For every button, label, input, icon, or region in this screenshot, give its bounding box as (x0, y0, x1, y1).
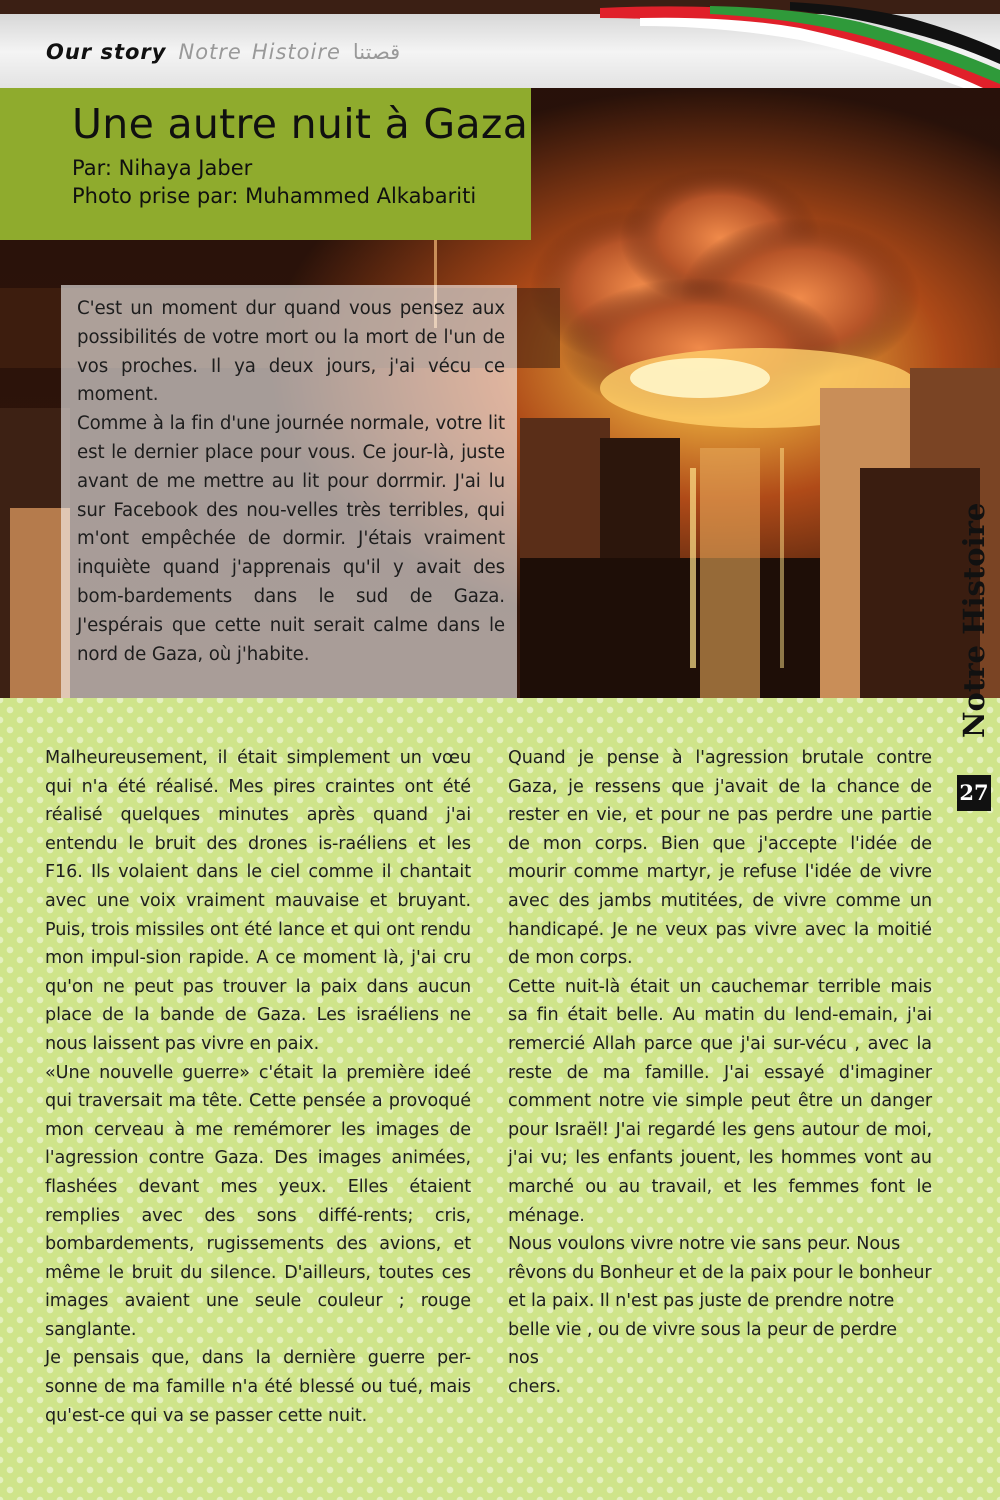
body-paragraph: Malheureusement, il était simplement un vœu qui n'a été réalisé. Mes pires craintes ont été réalisé quelques minutes après quand j'ai entendu le bruit des drones is-raéliens et les F16. Ils volaient dans le ciel comme il chantait avec une voix vraiment mauvaise et bruyant. Puis, trois missiles ont été lance et qui ont rendu mon impul-sion rapide. A ce moment là, j'ai cru qu'on ne peut pas trouver la paix dans aucun place de la bande de Gaza. Les israéliens ne nous laissent pas vivre en paix. (45, 748, 471, 1054)
side-tab-label: Notre Histoire (957, 502, 991, 738)
section-label-en: Our story (46, 40, 167, 64)
body-paragraph: Quand je pense à l'agression brutale contre Gaza, je ressens que j'avait de la chance de rester en vie, et pour ne pas perdre une partie de mon corps. Bien que j'accepte l'idée de mourir comme martyr, je refuse l'idée de vivre avec des jambs mutitées, de vivre comme un handicapé. Je ne veux pas vivre avec la moitié de mon corps. (508, 748, 932, 969)
article-title: Une autre nuit à Gaza (72, 100, 529, 148)
article-byline: Par: Nihaya Jaber (72, 156, 253, 180)
body-paragraph: «Une nouvelle guerre» c'était la première ideé qui traversait ma tête. Cette pensée a provoqué mon cerveau à me remémorer les images de l'agression contre Gaza. Des images animées, flashées devant mes yeux. Elles étaient remplies avec des sons diffé-rents; cris, bombardements, rugissements des avions, et même le bruit du silence. D'ailleurs, toutes ces images avaient une seule couleur ; rouge sanglante. (45, 1062, 471, 1340)
body-paragraph: chers. (508, 1377, 562, 1398)
intro-box (61, 285, 517, 698)
section-label (46, 40, 400, 64)
article-column-right (508, 744, 932, 1402)
intro-paragraph: C'est un moment dur quand vous pensez aux possibilités de votre mort ou la mort de l'un de vos proches. Il ya deux jours, j'ai vécu ce moment. (77, 298, 505, 406)
intro-paragraph: Comme à la fin d'une journée normale, votre lit est le dernier place pour vous. Ce jour-là, juste avant de me mettre au lit pour dorrmir. J'ai lu sur Facebook des nou-velles très terribles, qui m'ont empêchée de dormir. J'étais vraiment inquiète quand j'apprenais qu'il y avait des bom-bardements dans le sud de Gaza. J'espérais que cette nuit serait calme dans le nord de Gaza, où j'habite. (77, 413, 505, 665)
article-column-left (45, 744, 471, 1430)
section-label-ar: قصتنا (352, 40, 401, 64)
body-paragraph: Cette nuit-là était un cauchemar terrible mais sa fin était belle. Au matin du lend-emain, j'ai remercié Allah parce que j'ai sur-vécu , avec la reste de ma famille. J'ai essayé d'imaginer comment notre vie simple peut être un danger pour Israël! J'ai regardé les gens autour de moi, j'ai vu; les enfants jouent, les hommes vont au marché ou au travail, et les femmes font le ménage. (508, 976, 932, 1226)
section-label-fr-histoire: Histoire (251, 40, 341, 64)
section-label-fr-notre: Notre (178, 40, 242, 64)
body-paragraph: Nous voulons vivre notre vie sans peur. Nous rêvons du Bonheur et de la paix pour le bonheur et la paix. Il n'est pas juste de prendre notre belle vie , ou de vivre sous la peur de perdre nos (508, 1234, 932, 1369)
body-paragraph: Je pensais que, dans la dernière guerre per-sonne de ma famille n'a été blessé ou tué, mais qu'est-ce qui va se passer cette nuit. (45, 1348, 471, 1426)
page-number: 27 (957, 775, 991, 811)
palestine-flag-ribbon (600, 0, 1000, 100)
photo-credit: Photo prise par: Muhammed Alkabariti (72, 184, 477, 208)
title-box (0, 88, 531, 240)
